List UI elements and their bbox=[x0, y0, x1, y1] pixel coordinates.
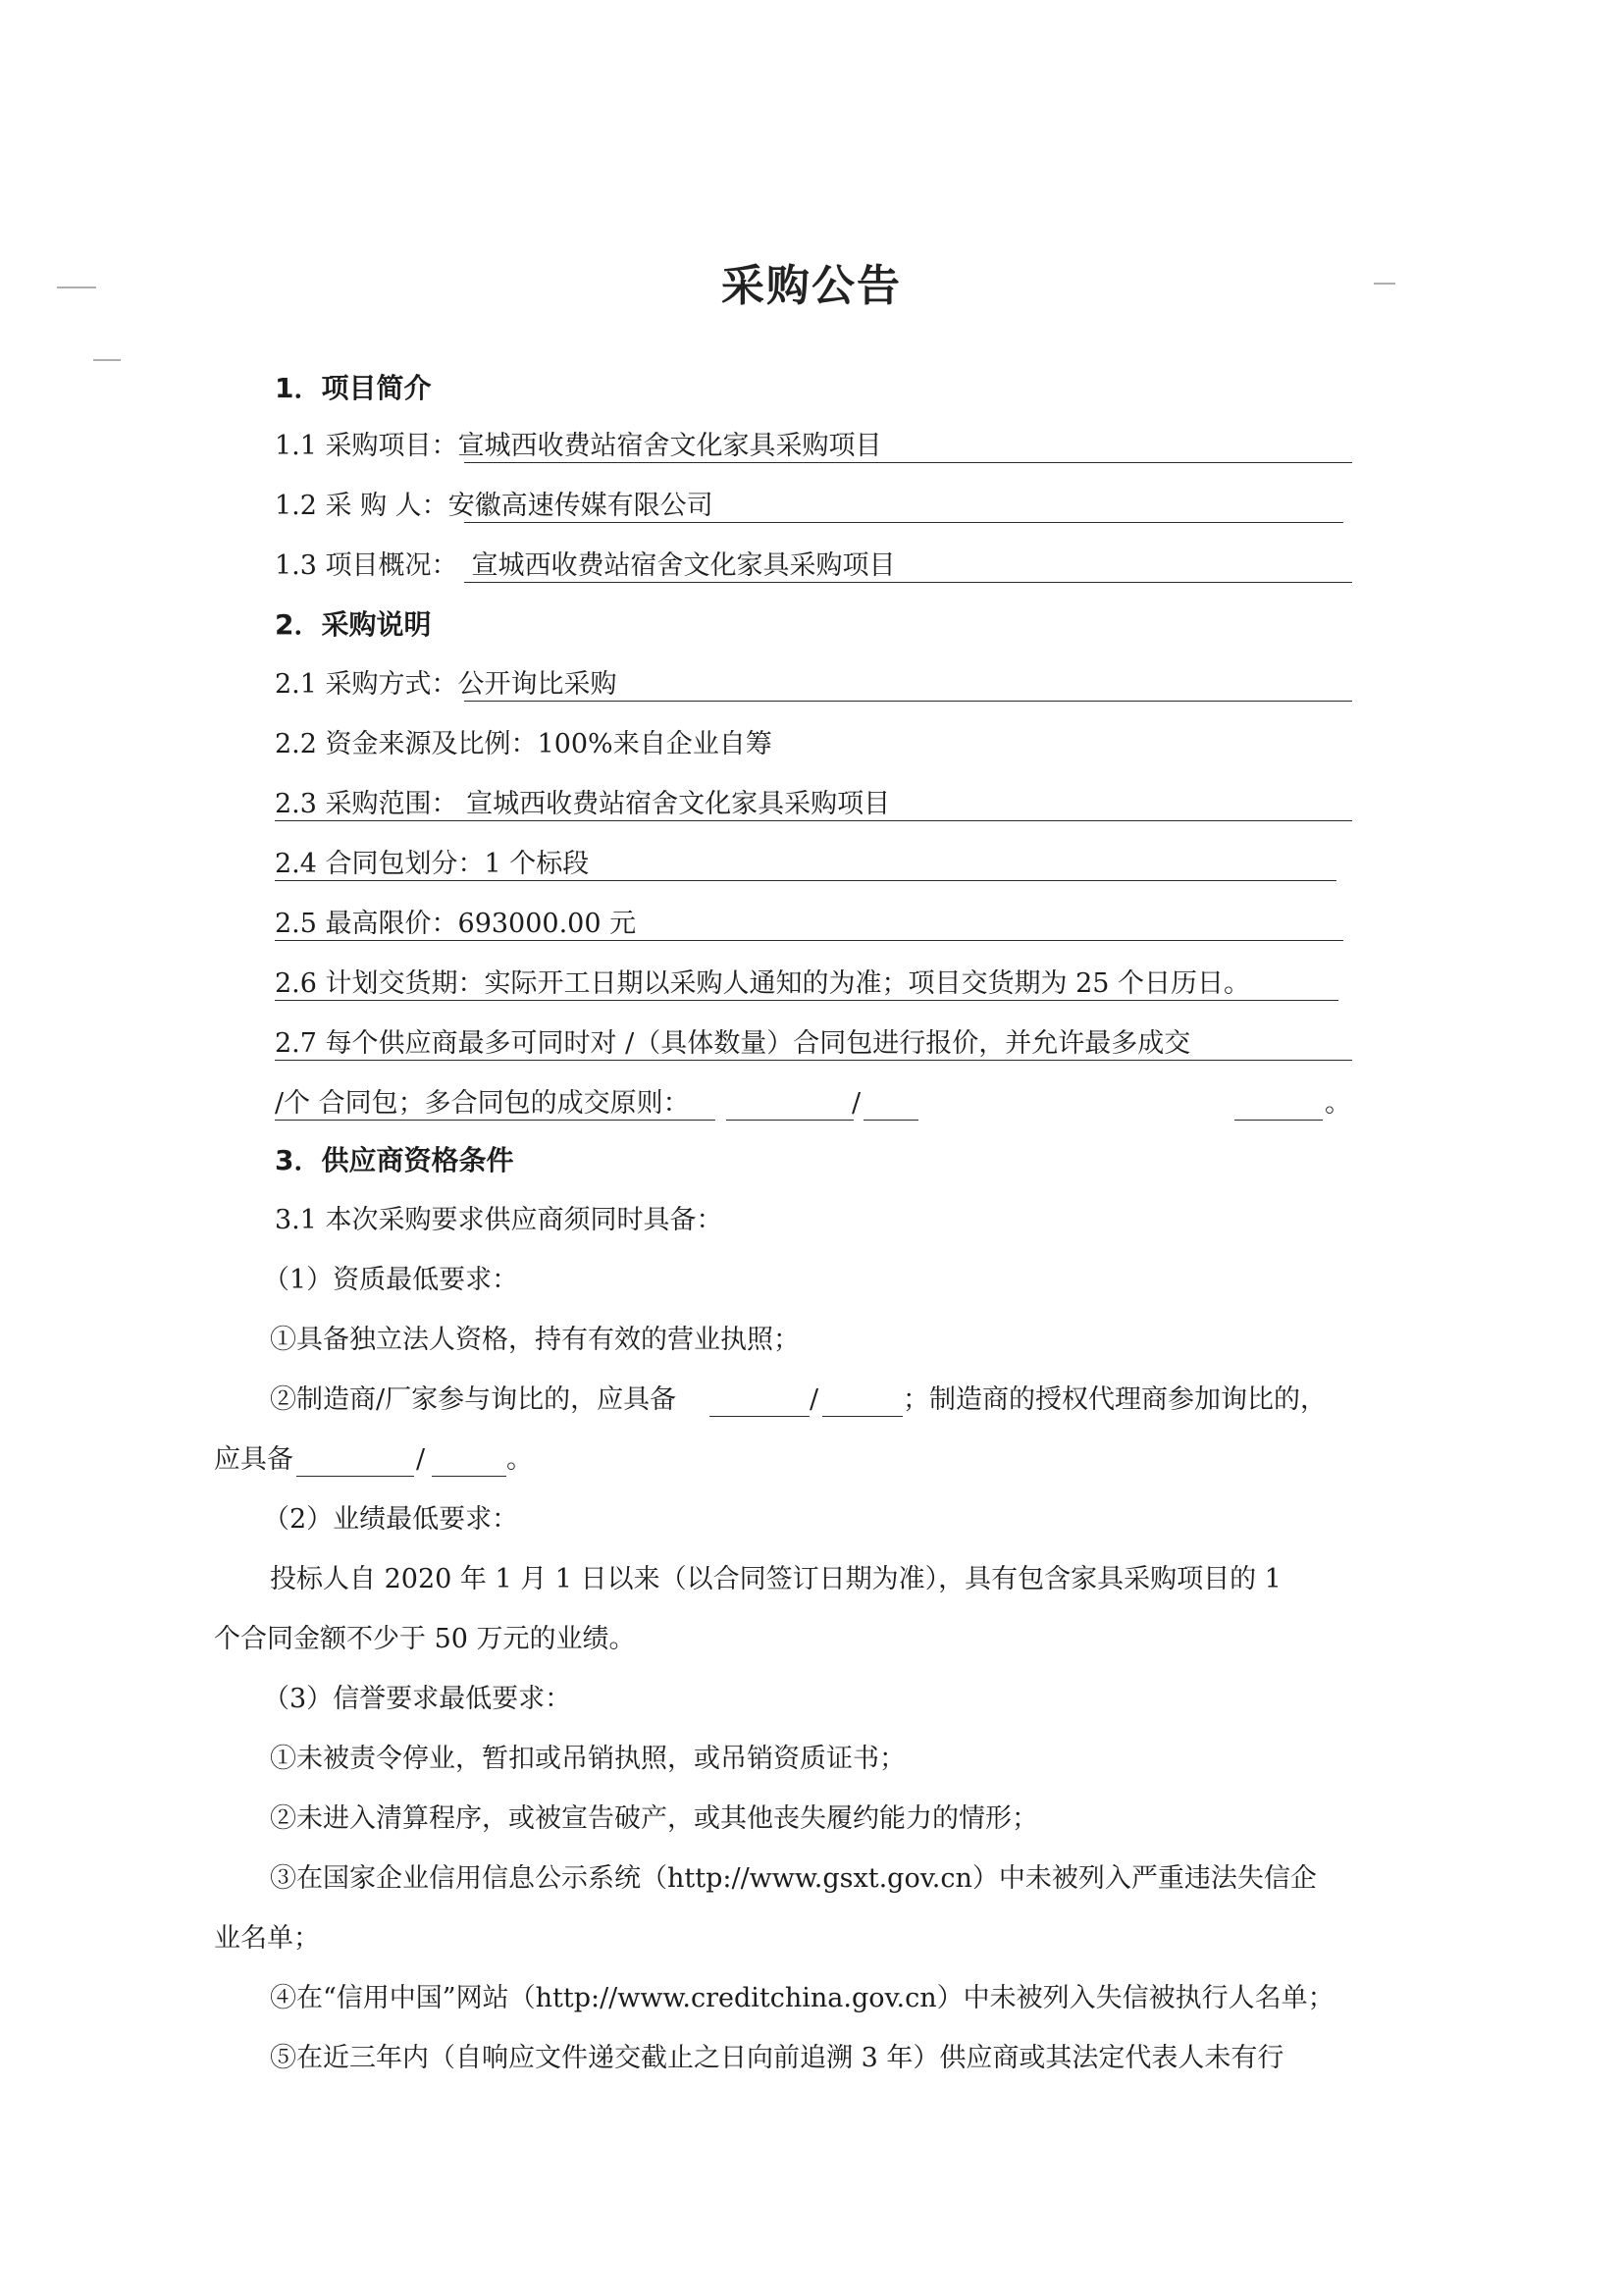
para-text: ；制造商的授权代理商参加询比的， bbox=[903, 1384, 1327, 1415]
item-2-7: 2.7 每个供应商最多可同时对 /（具体数量）合同包进行报价，并允许最多成交 bbox=[275, 1028, 1191, 1059]
line-end: 。 bbox=[1325, 1088, 1351, 1119]
item-2-4: 2.4 合同包划分：1 个标段 bbox=[275, 849, 590, 879]
item-value: 宣城西收费站宿舍文化家具采购项目 bbox=[457, 431, 882, 461]
item-1-2 bbox=[275, 489, 713, 524]
item-label: 2.1 采购方式： bbox=[275, 669, 458, 700]
para-item: ③在国家企业信用信息公示系统（http://www.gsxt.gov.cn）中未被列入严重违法失信企 bbox=[270, 1863, 1317, 1894]
blank-line bbox=[864, 1120, 918, 1121]
para-text: ②制造商/厂家参与询比的，应具备 bbox=[270, 1384, 677, 1415]
item-2-7-cont bbox=[275, 1086, 690, 1122]
scan-speck bbox=[93, 359, 121, 361]
para-text: 业名单； bbox=[214, 1923, 320, 1954]
blank-slash: / bbox=[416, 1444, 426, 1475]
underline bbox=[275, 1060, 1352, 1061]
item-label: 1.1 采购项目： bbox=[275, 431, 458, 461]
item-2-3: 2.3 采购范围： 宣城西收费站宿舍文化家具采购项目 bbox=[275, 789, 891, 819]
item-1-3 bbox=[275, 548, 896, 584]
blank-line bbox=[296, 1476, 414, 1477]
item-2-2: 2.2 资金来源及比例：100%来自企业自筹 bbox=[275, 729, 772, 759]
item-label: 1.2 采 购 人： bbox=[275, 491, 448, 521]
item-2-5: 2.5 最高限价：693000.00 元 bbox=[275, 909, 637, 939]
item-2-6: 2.6 计划交货期：实际开工日期以采购人通知的为准；项目交货期为 25 个日历日。 bbox=[275, 968, 1251, 999]
section-3-heading: 3．供应商资格条件 bbox=[275, 1144, 514, 1176]
line-end: 。 bbox=[506, 1444, 533, 1475]
item-value: 宣城西收费站宿舍文化家具采购项目 bbox=[471, 550, 896, 581]
underline bbox=[464, 582, 1352, 583]
underline bbox=[275, 820, 1352, 821]
para-item bbox=[270, 1383, 676, 1418]
para-3-1: 3.1 本次采购要求供应商须同时具备： bbox=[275, 1205, 723, 1235]
para-text: 投标人自 2020 年 1 月 1 日以来（以合同签订日期为准），具有包含家具采购项目的 1 bbox=[270, 1564, 1282, 1594]
page-title: 采购公告 bbox=[721, 261, 902, 311]
item-value: 安徽高速传媒有限公司 bbox=[447, 491, 713, 521]
para-item: ①未被责令停业，暂扣或吊销执照，或吊销资质证书； bbox=[270, 1744, 906, 1774]
item-value: 公开询比采购 bbox=[457, 669, 617, 700]
blank-line bbox=[1234, 1120, 1323, 1121]
underline bbox=[275, 940, 1343, 941]
section-2-heading: 2．采购说明 bbox=[275, 608, 432, 641]
blank-line bbox=[432, 1476, 506, 1477]
blank-slash: / bbox=[810, 1384, 819, 1415]
underline bbox=[275, 880, 1336, 881]
underline bbox=[275, 1120, 715, 1121]
blank-line bbox=[822, 1416, 903, 1417]
blank-line bbox=[709, 1416, 810, 1417]
item-2-1 bbox=[275, 667, 617, 703]
para-item: ①具备独立法人资格，持有有效的营业执照； bbox=[270, 1325, 800, 1355]
para-text: 应具备 bbox=[214, 1444, 293, 1475]
item-1-1 bbox=[275, 429, 882, 464]
para-item: ⑤在近三年内（自响应文件递交截止之日向前追溯 3 年）供应商或其法定代表人未有行 bbox=[270, 2043, 1284, 2073]
para-qualification: （1）资质最低要求： bbox=[263, 1265, 519, 1295]
para-credit: （3）信誉要求最低要求： bbox=[263, 1684, 572, 1714]
para-item: ④在“信用中国”网站（http://www.creditchina.gov.cn）中未被列入失信被执行人名单； bbox=[270, 1983, 1335, 2013]
underline bbox=[275, 1000, 1338, 1001]
blank-line bbox=[726, 1120, 854, 1121]
underline bbox=[464, 462, 1352, 463]
underline bbox=[464, 522, 1343, 523]
para-text: 个合同金额不少于 50 万元的业绩。 bbox=[214, 1624, 636, 1654]
para-item: ②未进入清算程序，或被宣告破产，或其他丧失履约能力的情形； bbox=[270, 1803, 1038, 1834]
underline bbox=[464, 701, 1352, 702]
blank-slash: / bbox=[852, 1088, 862, 1119]
item-text: /个 合同包；多合同包的成交原则： bbox=[275, 1088, 690, 1119]
item-label: 1.3 项目概况： bbox=[275, 550, 458, 581]
section-1-heading: 1．项目简介 bbox=[275, 372, 432, 404]
para-performance: （2）业绩最低要求： bbox=[263, 1504, 519, 1535]
